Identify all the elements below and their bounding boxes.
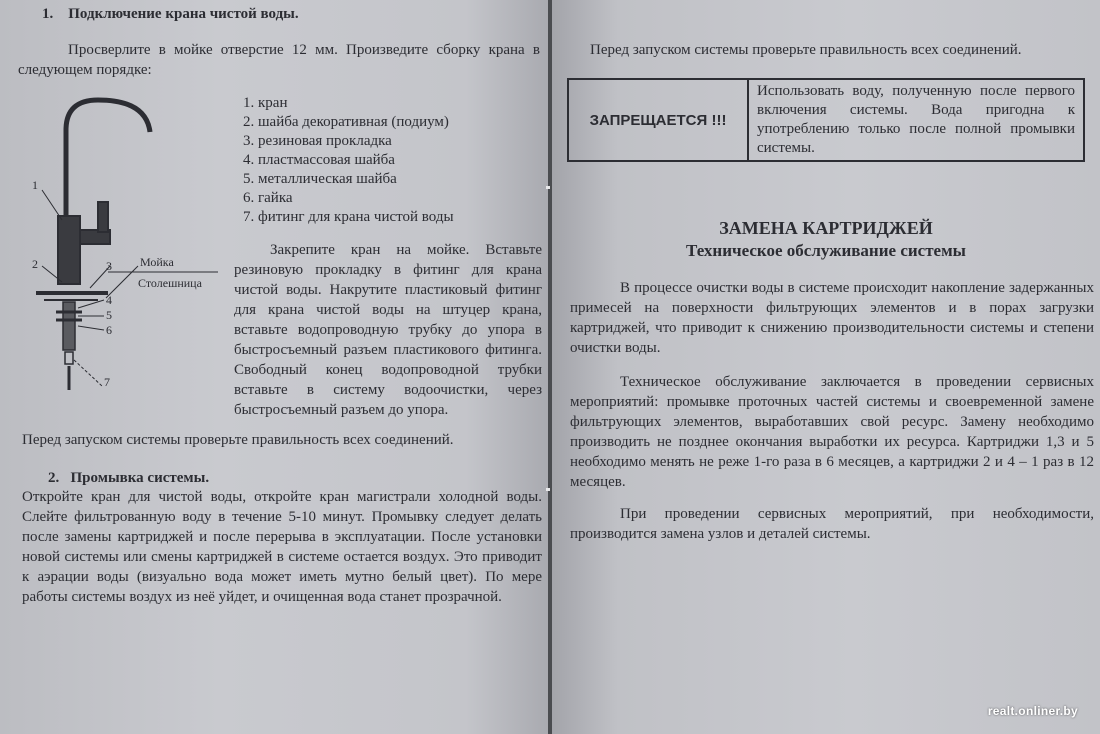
intro-paragraph: Просверлите в мойке отверстие 12 мм. Произведите сборку крана в следующем порядке:: [18, 42, 540, 78]
staple-mark: [546, 488, 550, 491]
diagram-label-countertop: Столешница: [138, 276, 202, 290]
diagram-label-6: 6: [106, 323, 112, 337]
parts-list-item: 7. фитинг для крана чистой воды: [243, 209, 454, 225]
check-connections-left: Перед запуском системы проверьте правильность всех соединений.: [22, 432, 454, 448]
section1-title: 1. Подключение крана чистой воды.: [42, 6, 299, 22]
check-connections-right: Перед запуском системы проверьте правильность всех соединений.: [590, 42, 1022, 58]
diagram-label-3: 3: [106, 259, 112, 273]
section2-title: 2. Промывка системы.: [48, 470, 210, 486]
mount-instructions: Закрепите кран на мойке. Вставьте резиновую прокладку в фитинг для крана чистой воды. Накрутите пластиковый фитинг для крана чистой воды на штуцер крана, вставьте водопроводную трубку до упора в быстросъемный разъем пластикового фитинга. Свободный конец водопроводной трубки вставьте в систему водоочистки, через быстросъемный разъем до упора.: [234, 242, 542, 418]
maintenance-paragraph-3: При проведении сервисных мероприятий, при необходимости, производится замена узлов и деталей системы.: [570, 506, 1094, 542]
parts-list-item: 5. металлическая шайба: [243, 171, 397, 187]
parts-list-item: 2. шайба декоративная (подиум): [243, 114, 449, 130]
warning-label: ЗАПРЕЩАЕТСЯ !!!: [568, 79, 748, 161]
diagram-label-sink: Мойка: [140, 255, 174, 269]
parts-list-item: 3. резиновая прокладка: [243, 133, 392, 149]
faucet-diagram: [18, 90, 238, 400]
staple-mark: [546, 186, 550, 189]
diagram-label-2: 2: [32, 257, 38, 271]
diagram-label-4: 4: [106, 293, 112, 307]
right-page: [552, 0, 1100, 734]
section-title: ЗАМЕНА КАРТРИДЖЕЙ: [719, 218, 933, 238]
warning-text: Использовать воду, полученную после первого включения системы. Вода пригодна к употреблению только после полной промывки системы.: [748, 79, 1084, 161]
parts-list-item: 1. кран: [243, 95, 288, 111]
section-subtitle: Техническое обслуживание системы: [686, 241, 966, 260]
parts-list-item: 6. гайка: [243, 190, 293, 206]
diagram-label-7: 7: [104, 375, 110, 389]
diagram-label-5: 5: [106, 308, 112, 322]
left-page: [0, 0, 548, 734]
maintenance-paragraph-2: Техническое обслуживание заключается в проведении сервисных мероприятий: промывке проточных частей системы и своевременной замене фильтрующих элементов, выработавших свой ресурс. Замену необходимо производить не позднее окончания выработки их ресурса. Картриджи 1,3 и 5 необходимо менять не реже 1-го раза в 6 месяцев, а картриджи 2 и 4 – 1 раз в 12 месяцев.: [570, 374, 1094, 490]
watermark: realt.onliner.by: [987, 704, 1078, 718]
diagram-label-1: 1: [32, 178, 38, 192]
parts-list-item: 4. пластмассовая шайба: [243, 152, 395, 168]
warning-table: [567, 78, 1085, 162]
maintenance-paragraph-1: В процессе очистки воды в системе происходит накопление задержанных примесей на поверхности фильтрующих элементов и в порах загрузки картриджей, что приводит к снижению производительности системы и степени очистки воды.: [570, 280, 1094, 356]
flush-instructions: Откройте кран для чистой воды, откройте кран магистрали холодной воды. Слейте фильтрованную воду в течение 5-10 минут. Промывку следует делать после замены картриджей и после перерыва в эксплуатации. После установки новой системы или смены картриджей в системе остается воздух. Это приводит к аэрации воды (визуально вода может иметь мутно белый цвет). По мере работы системы воздух из неё уйдет, и очищенная вода станет прозрачной.: [22, 489, 542, 605]
